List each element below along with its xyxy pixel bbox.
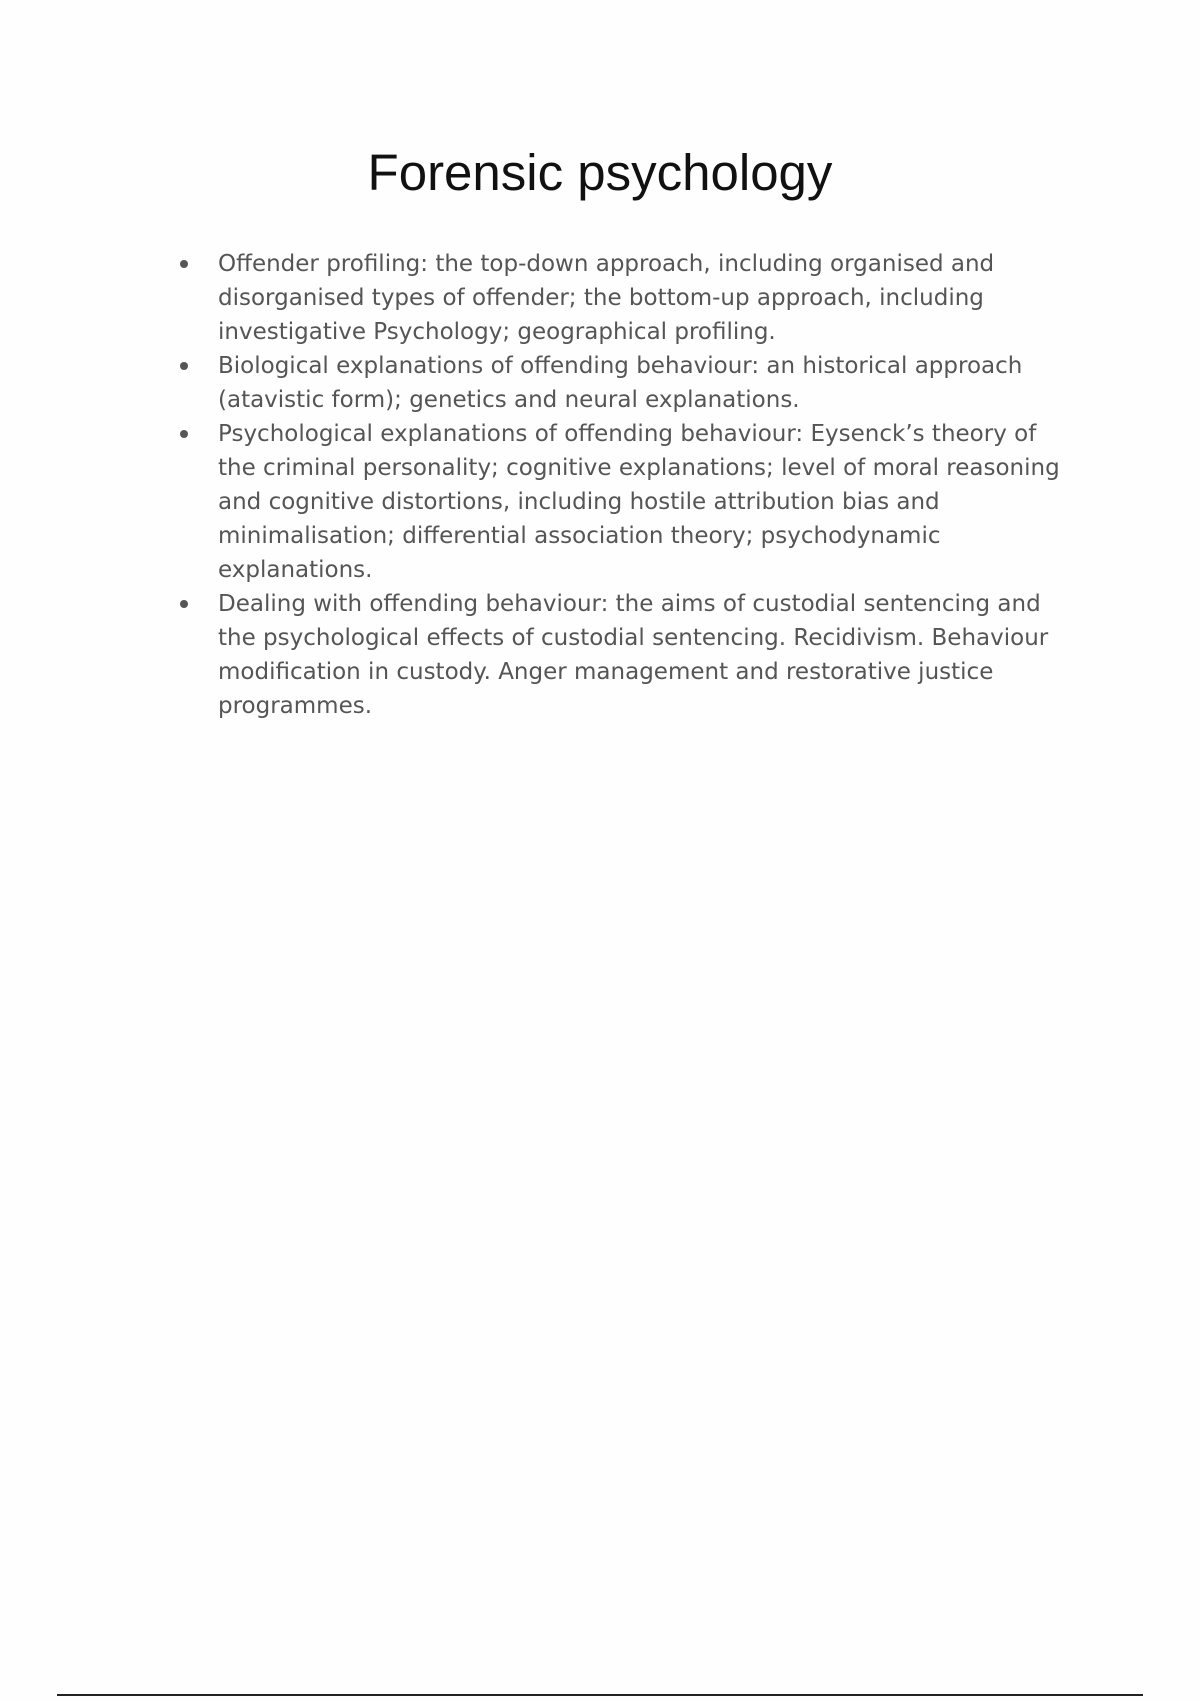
list-item-text: Offender profiling: the top-down approach, including organised and disorganised types of offender; the bottom-up approach, including investigative Psychology; geographical profiling. (218, 251, 995, 345)
topic-list (180, 247, 1060, 723)
bullet-icon (180, 260, 188, 268)
bullet-icon (180, 362, 188, 370)
list-item (180, 349, 1060, 417)
list-item (180, 247, 1060, 349)
list-item-text: Biological explanations of offending behaviour: an historical approach (atavistic form); genetics and neural explanations. (218, 353, 1023, 413)
bullet-icon (180, 430, 188, 438)
bullet-icon (180, 600, 188, 608)
list-item (180, 587, 1060, 723)
page-title: Forensic psychology (367, 144, 833, 201)
list-item-text: Psychological explanations of offending behaviour: Eysenck’s theory of the criminal personality; cognitive explanations; level of moral reasoning and cognitive distortions, including hostile attribution bias and minimalisation; differential association theory; psychodynamic explanations. (218, 421, 1060, 583)
list-item-text: Dealing with offending behaviour: the aims of custodial sentencing and the psychological effects of custodial sentencing. Recidivism. Behaviour modification in custody. Anger management and restorative justice programmes. (218, 591, 1049, 719)
list-item (180, 417, 1060, 587)
footer-divider (57, 1694, 1143, 1696)
